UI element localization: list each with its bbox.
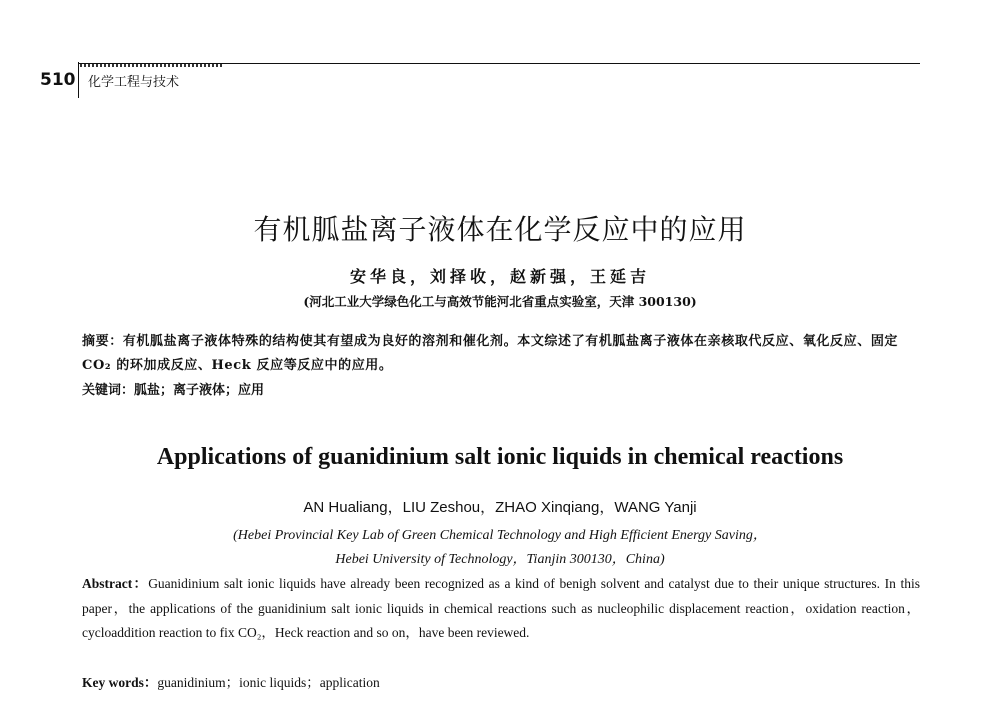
header-divider-vertical <box>78 62 79 98</box>
english-affiliation-line1: (Hebei Provincial Key Lab of Green Chemical Technology and High Efficient Energy Saving， <box>233 528 767 543</box>
english-keywords-text: guanidinium；ionic liquids；application <box>157 675 380 690</box>
english-abstract <box>82 572 920 646</box>
english-abstract-text: Guanidinium salt ionic liquids have already been recognized as a kind of benigh solvent and catalyst due to their unique structures. In this paper，the applications of the guanidinium salt ionic liquids in chemical reactions such as nucleophilic displacement reaction，oxidation reaction，cycloaddition reaction to fix CO₂，Heck reaction and so on，have been reviewed. <box>82 576 920 640</box>
chinese-abstract-label: 摘要： <box>82 334 123 349</box>
journal-name: 化学工程与技术 <box>88 75 180 90</box>
running-header <box>0 0 1000 110</box>
english-keywords <box>82 672 920 694</box>
english-keywords-label: Key words： <box>82 675 158 690</box>
english-title: Applications of guanidinium salt ionic liquids in chemical reactions <box>156 444 844 470</box>
english-affiliation-line2: Hebei University of Technology，Tianjin 300130，China) <box>335 552 665 567</box>
chinese-keywords-text: 胍盐；离子液体；应用 <box>134 383 265 398</box>
chinese-keywords-label: 关键词： <box>82 383 135 398</box>
header-decoration <box>80 64 222 67</box>
chinese-affiliation: (河北工业大学绿色化工与高效节能河北省重点实验室，天津 300130) <box>303 294 697 309</box>
chinese-authors: 安华良，刘择收，赵新强，王延吉 <box>349 267 650 286</box>
chinese-abstract <box>82 330 922 378</box>
chinese-keywords <box>82 379 922 403</box>
english-authors: AN Hualiang，LIU Zeshou，ZHAO Xinqiang，WANG Yanji <box>303 499 697 516</box>
chinese-title: 有机胍盐离子液体在化学反应中的应用 <box>253 213 747 246</box>
english-abstract-label: Abstract： <box>82 576 149 591</box>
page-number: 510 <box>40 70 76 90</box>
chinese-abstract-text: 有机胍盐离子液体特殊的结构使其有望成为良好的溶剂和催化剂。本文综述了有机胍盐离子液体在亲核取代反应、氧化反应、固定 CO₂ 的环加成反应、Heck 反应等反应中的应用。 <box>82 334 899 373</box>
